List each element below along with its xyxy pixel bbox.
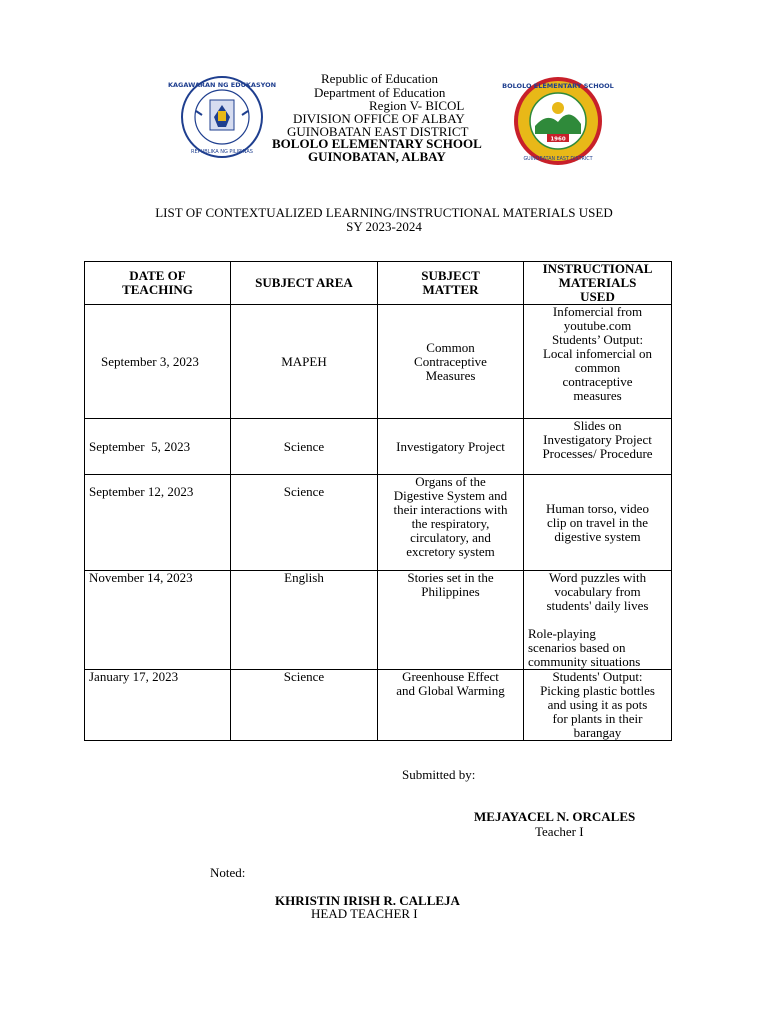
teacher-title: Teacher I: [535, 824, 584, 839]
table-row: [85, 571, 672, 670]
cell-date: [85, 670, 231, 741]
deped-seal-top-text: KAGAWARAN NG EDUKASYON: [167, 81, 277, 89]
cell-line: Word puzzles with: [548, 570, 647, 585]
cell-line: and Global Warming: [396, 683, 505, 698]
cell-text: Science: [283, 438, 325, 454]
cell-line: Students’ Output:: [551, 332, 644, 347]
header-school-name: BOLOLO ELEMENTARY SCHOOL: [272, 136, 482, 151]
cell-instructional-materials: [524, 571, 672, 670]
school-seal-top-text: BOLOLO ELEMENTARY SCHOOL: [502, 82, 614, 90]
header-instructional-materials: [524, 262, 672, 305]
header-text: USED: [580, 289, 615, 304]
cell-line: Greenhouse Effect: [402, 669, 499, 684]
cell-line: scenarios based on: [528, 640, 626, 655]
table-row: [85, 305, 672, 419]
header-district: GUINOBATAN EAST DISTRICT: [287, 124, 469, 139]
header-subject-area: [231, 262, 378, 305]
head-teacher-name: KHRISTIN IRISH R. CALLEJA: [275, 893, 460, 908]
cell-line: barangay: [573, 725, 622, 740]
cell-subject-matter: [378, 670, 524, 741]
cell-line: measures: [573, 388, 622, 403]
cell-subject-matter: [378, 571, 524, 670]
cell-instructional-materials: [524, 475, 672, 571]
cell-line: and using it as pots: [547, 697, 648, 712]
cell-line: for plants in their: [552, 711, 643, 726]
header-school-address: GUINOBATAN, ALBAY: [308, 149, 446, 164]
header-text: SUBJECT: [421, 268, 480, 283]
cell-subject-area: [231, 305, 378, 419]
cell-instructional-materials: [524, 305, 672, 419]
cell-line: Measures: [425, 367, 476, 383]
cell-line: Infomercial from: [552, 304, 643, 319]
cell-text: September 12, 2023: [89, 484, 194, 499]
document-subtitle: SY 2023-2024: [346, 219, 422, 234]
header-text: DATE OF: [129, 268, 186, 283]
school-seal-logo: [502, 76, 614, 166]
cell-line: their interactions with: [393, 502, 508, 517]
cell-subject-area: [231, 571, 378, 670]
cell-line: Digestive System and: [393, 488, 508, 503]
cell-line: Common: [426, 339, 475, 355]
cell-subject-area: [231, 419, 378, 475]
cell-line: Contraceptive: [414, 353, 487, 369]
teacher-name: MEJAYACEL N. ORCALES: [474, 809, 636, 824]
header-date-of-teaching: [85, 262, 231, 305]
header-region: Region V- BICOL: [369, 98, 465, 113]
cell-line: Picking plastic bottles: [540, 683, 655, 698]
cell-line: Processes/ Procedure: [542, 446, 653, 461]
header-text: MATTER: [422, 282, 479, 297]
header-republic: Republic of Education: [321, 71, 438, 86]
cell-line: youtube.com: [563, 318, 632, 333]
materials-table: [84, 261, 672, 741]
document-title: LIST OF CONTEXTUALIZED LEARNING/INSTRUCTIONAL MATERIALS USED: [155, 205, 613, 220]
cell-line: contraceptive: [562, 374, 633, 389]
deped-seal-bottom-text: REPUBLIKA NG PILIPINAS: [191, 149, 253, 155]
cell-date: [85, 571, 231, 670]
cell-line: Human torso, video: [546, 500, 649, 516]
cell-date: [85, 419, 231, 475]
table-row: [85, 419, 672, 475]
cell-line: Local infomercial on: [542, 346, 652, 361]
cell-text: September 3, 2023: [101, 353, 199, 369]
cell-subject-matter: [378, 475, 524, 571]
cell-instructional-materials: [524, 419, 672, 475]
cell-line: community situations: [528, 654, 641, 669]
cell-instructional-materials: [524, 670, 672, 741]
cell-line: Role-playing: [528, 626, 596, 641]
cell-line: [528, 613, 667, 627]
cell-line: digestive system: [554, 528, 641, 544]
school-seal-year: 1960: [550, 136, 566, 143]
cell-text: Science: [283, 484, 325, 499]
cell-line: excretory system: [406, 544, 495, 559]
cell-line: vocabulary from: [554, 584, 641, 599]
header-division: DIVISION OFFICE OF ALBAY: [293, 111, 465, 126]
school-seal-bottom-text: GUINOBATAN EAST DISTRICT: [523, 157, 593, 162]
cell-line: common: [574, 360, 621, 375]
cell-subject-matter: [378, 419, 524, 475]
header-department: Department of Education: [314, 85, 446, 100]
header-text: TEACHING: [122, 282, 193, 297]
cell-line: Stories set in the: [407, 570, 494, 585]
cell-line: Philippines: [421, 584, 480, 599]
table-header-row: [85, 262, 672, 305]
cell-text: November 14, 2023: [89, 570, 193, 585]
cell-date: [85, 475, 231, 571]
cell-line: clip on travel in the: [546, 514, 649, 530]
table-row: [85, 670, 672, 741]
header-text: INSTRUCTIONAL: [542, 261, 653, 276]
cell-text: January 17, 2023: [89, 669, 179, 684]
cell-line: Investigatory Project: [396, 438, 505, 454]
cell-line: the respiratory,: [411, 516, 490, 531]
cell-text: September 5, 2023: [89, 438, 191, 454]
cell-line: circulatory, and: [410, 530, 491, 545]
cell-line: Investigatory Project: [543, 432, 652, 447]
cell-subject-matter: [378, 305, 524, 419]
head-teacher-title: HEAD TEACHER I: [311, 906, 418, 921]
cell-text: MAPEH: [281, 353, 327, 369]
cell-line: students' daily lives: [546, 598, 649, 613]
header-text: SUBJECT AREA: [255, 275, 353, 290]
cell-line: Slides on: [573, 418, 622, 433]
submitted-by-label: Submitted by:: [402, 767, 476, 782]
cell-subject-area: [231, 475, 378, 571]
table-row: [85, 475, 672, 571]
cell-line: Students' Output:: [552, 669, 643, 684]
cell-line: Organs of the: [415, 474, 486, 489]
cell-subject-area: [231, 670, 378, 741]
header-text: MATERIALS: [558, 275, 637, 290]
cell-date: [85, 305, 231, 419]
cell-text: Science: [283, 669, 325, 684]
deped-seal-logo: [167, 75, 277, 159]
noted-label: Noted:: [210, 865, 246, 880]
cell-text: English: [284, 570, 324, 585]
header-subject-matter: [378, 262, 524, 305]
